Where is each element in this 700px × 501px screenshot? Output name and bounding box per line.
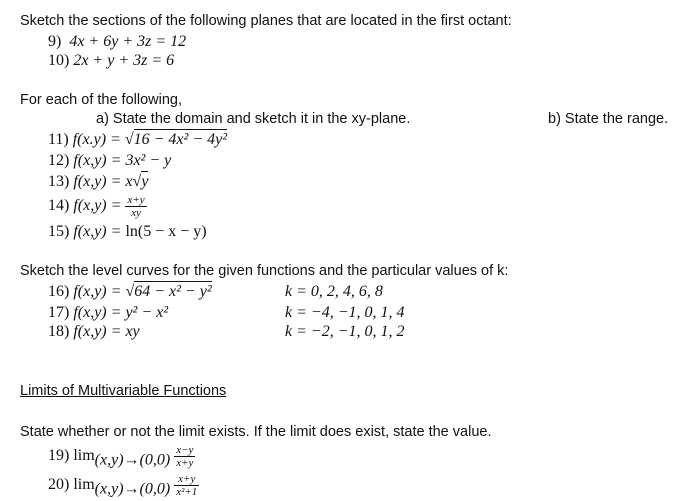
problem-16: 16) f(x,y) = √64 − x² − y² bbox=[48, 283, 212, 300]
limits-heading: Limits of Multivariable Functions bbox=[20, 383, 227, 399]
k-values-17: k = −4, −1, 0, 1, 4 bbox=[285, 304, 405, 321]
part-b-text: b) State the range. bbox=[548, 111, 669, 127]
problem-11: 11) f(x.y) = √16 − 4x² − 4y² bbox=[48, 131, 228, 148]
problem-15: 15) f(x,y) = ln(5 − x − y) bbox=[48, 223, 207, 240]
fraction-19: $\frac{x-y}{x+y}$ bbox=[176, 444, 194, 469]
for-each-text: For each of the following, bbox=[20, 92, 183, 108]
problem-20: 20) $\lim_{(x,y)\to(0,0)}$ $\frac{x+y}{\text{x²+1}}$ bbox=[48, 473, 198, 498]
part-a-text: a) State the domain and sketch it in the xy-plane. bbox=[96, 111, 411, 127]
problem-9: 9) 4x + 6y + 3z = 12 bbox=[48, 33, 187, 50]
problem-17: 17) f(x,y) = y² − x² bbox=[48, 304, 169, 321]
k-values-16: k = 0, 2, 4, 6, 8 bbox=[285, 283, 383, 300]
problem-12: 12) f(x,y) = 3x² − y bbox=[48, 152, 172, 169]
fraction-20: $\frac{x+y}{\text{x²+1}}$ bbox=[176, 473, 198, 498]
problem-13: 13) f(x,y) = x√y bbox=[48, 173, 149, 190]
intro-text: Sketch the sections of the following planes that are located in the first octant: bbox=[20, 13, 512, 29]
problem-19: 19) $\lim_{(x,y)\to(0,0)}$ $\frac{x-y}{x+y}$ bbox=[48, 444, 194, 469]
fraction-14: $\frac{x+y}{xy}$ bbox=[127, 194, 145, 219]
problem-14: 14) f(x,y) = $\frac{x+y}{xy}$ bbox=[48, 194, 145, 219]
problem-10: 10) 2x + y + 3z = 6 bbox=[48, 52, 175, 69]
limits-intro-text: State whether or not the limit exists. If the limit does exist, state the value. bbox=[20, 424, 492, 440]
problem-18: 18) f(x,y) = xy bbox=[48, 323, 140, 340]
level-intro-text: Sketch the level curves for the given functions and the particular values of k: bbox=[20, 263, 509, 279]
k-values-18: k = −2, −1, 0, 1, 2 bbox=[285, 323, 405, 340]
